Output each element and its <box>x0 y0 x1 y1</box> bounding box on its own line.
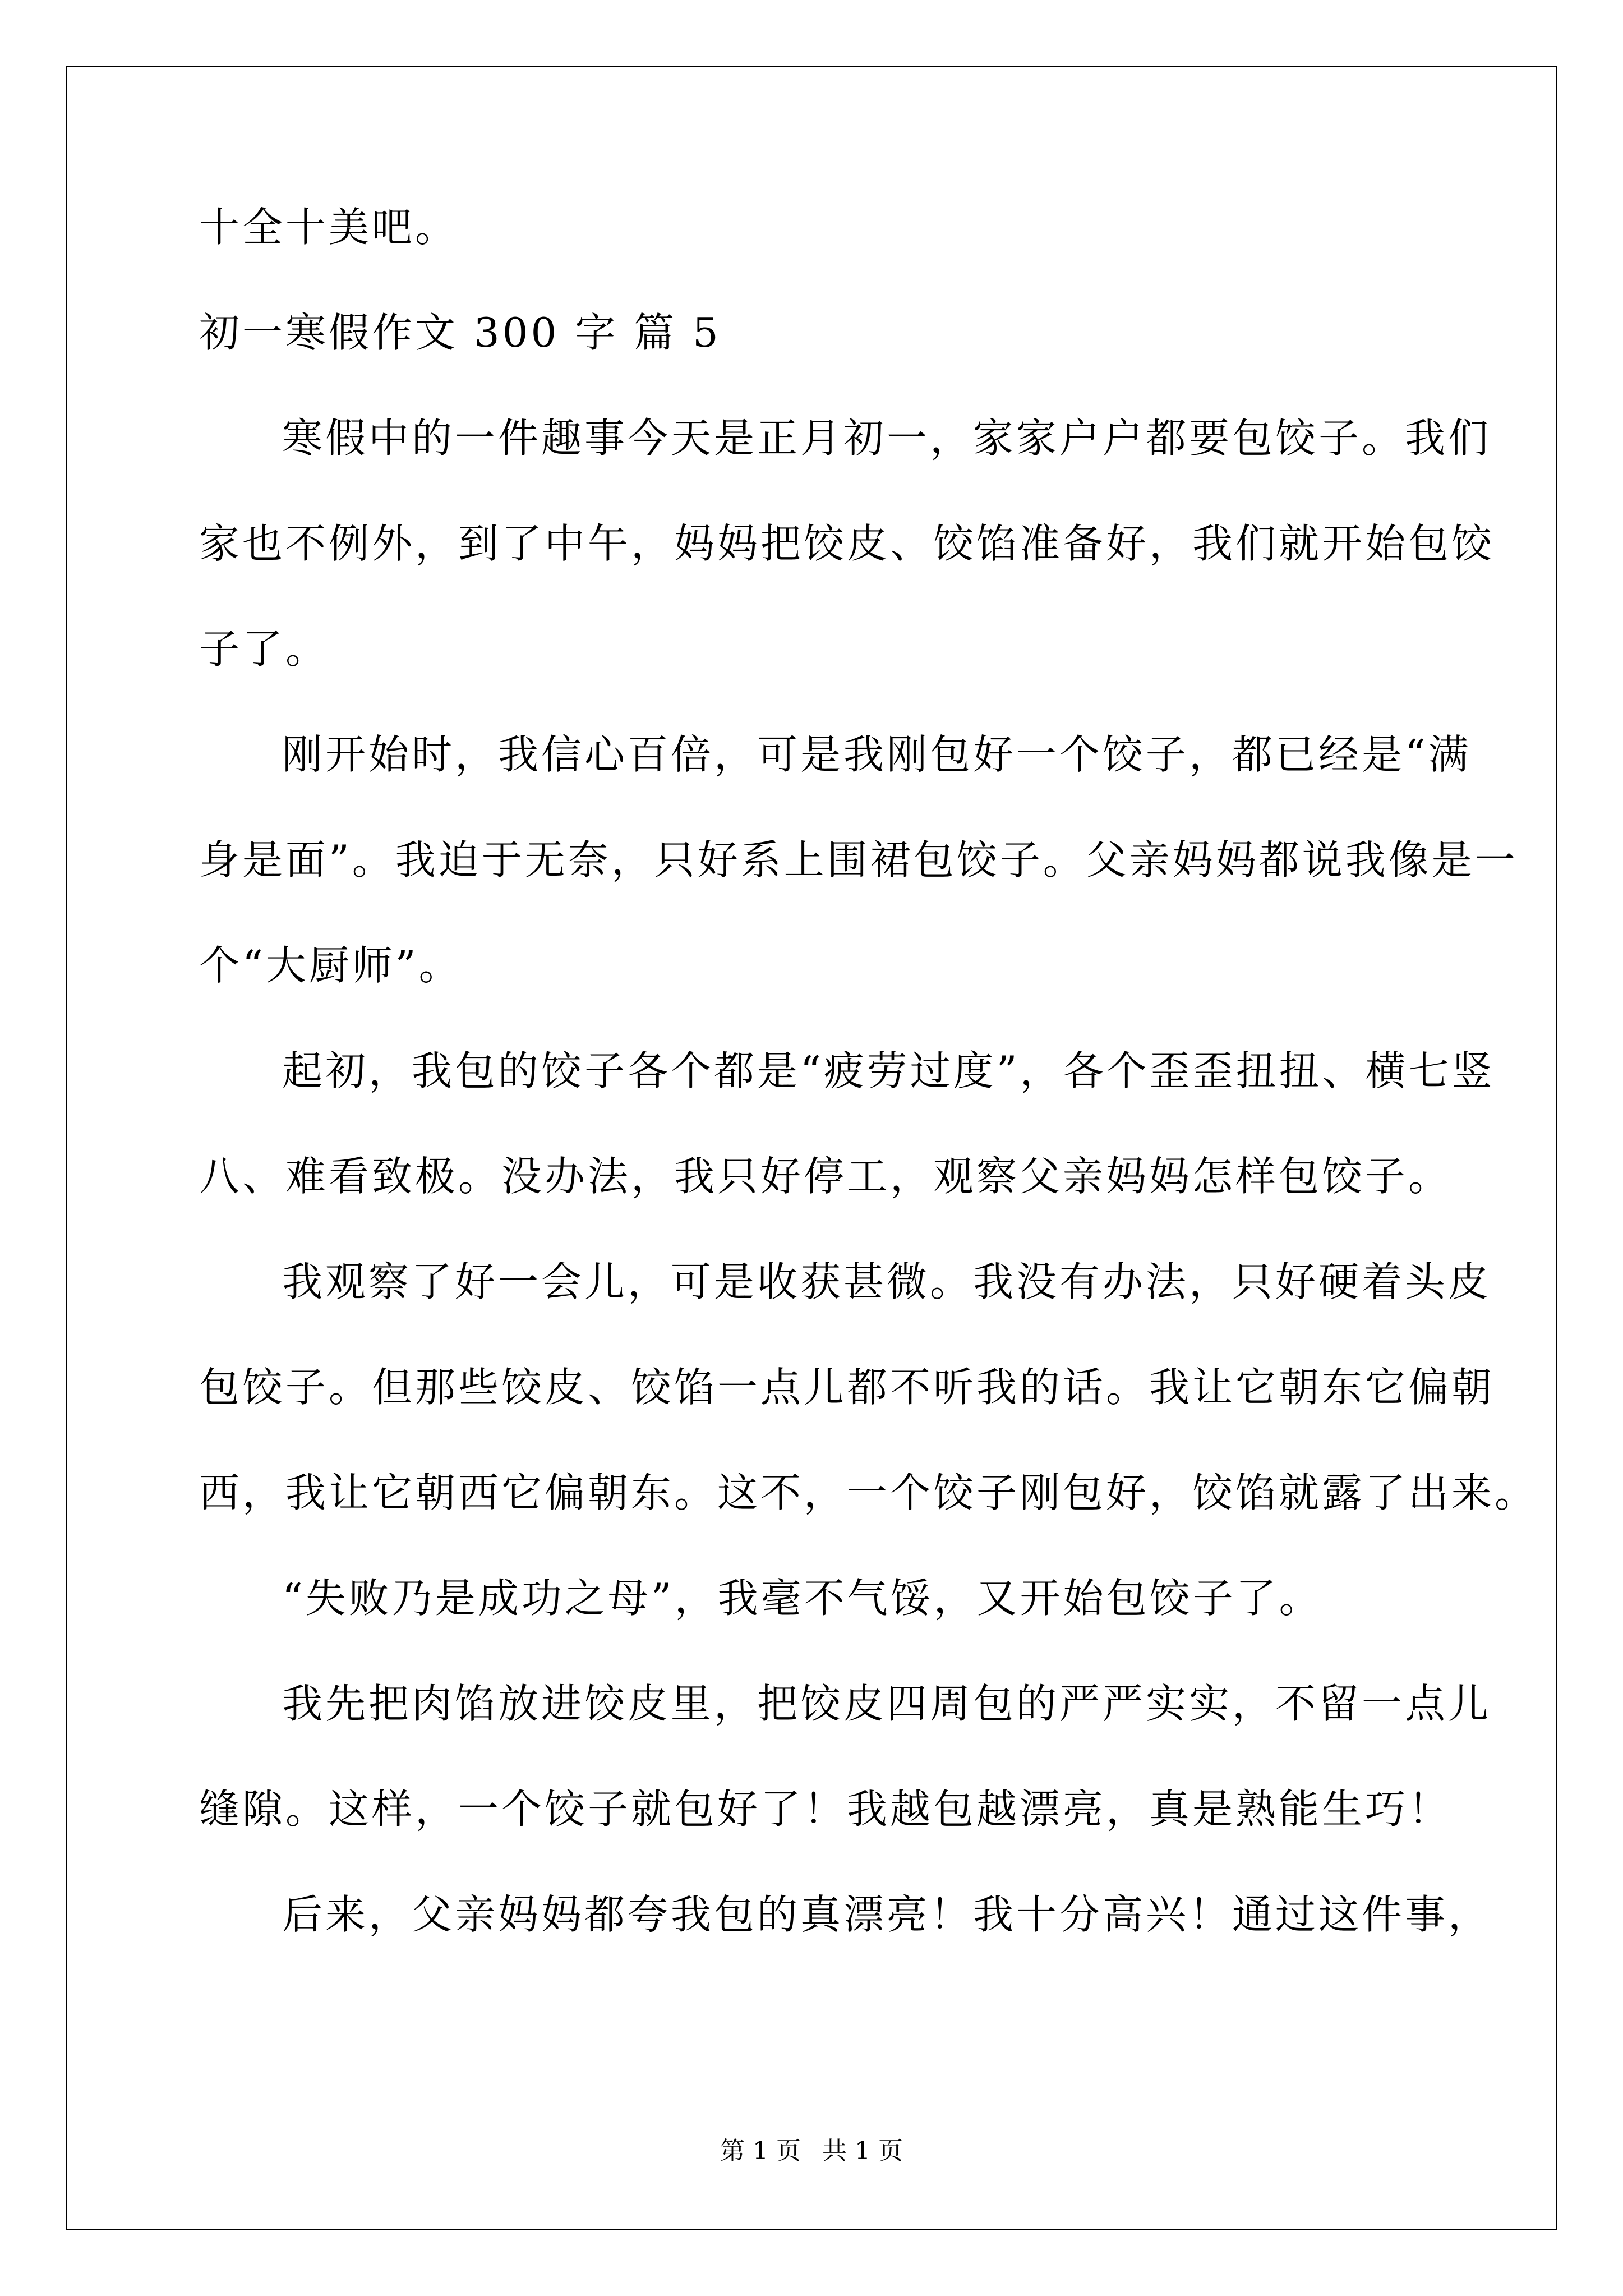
paragraph-line: 包饺子。但那些饺皮、饺馅一点儿都不听我的话。我让它朝东它偏朝 <box>199 1364 1495 1411</box>
paragraph-line: 刚开始时，我信心百倍，可是我刚包好一个饺子，都已经是“满 <box>282 731 1472 778</box>
paragraph-line: 我先把肉馅放进饺皮里，把饺皮四周包的严严实实，不留一点儿 <box>282 1680 1492 1727</box>
paragraph-line: 我观察了好一会儿，可是收获甚微。我没有办法，只好硬着头皮 <box>282 1258 1492 1305</box>
page-footer <box>0 2134 1623 2168</box>
paragraph-line: 个“大厨师”。 <box>199 942 462 989</box>
paragraph-line: 寒假中的一件趣事今天是正月初一，家家户户都要包饺子。我们 <box>282 415 1492 462</box>
paragraph-line: 八、难看致极。没办法，我只好停工，观察父亲妈妈怎样包饺子。 <box>199 1153 1452 1200</box>
paragraph-line: 身是面”。我迫于无奈，只好系上围裙包饺子。父亲妈妈都说我像是一 <box>199 836 1518 884</box>
paragraph-line: 西，我让它朝西它偏朝东。这不，一个饺子刚包好，饺馅就露了出来。 <box>199 1469 1538 1516</box>
page-number: 第 1 页 <box>720 2137 801 2165</box>
paragraph-line: 缝隙。这样，一个饺子就包好了！我越包越漂亮，真是熟能生巧！ <box>199 1786 1452 1833</box>
section-heading: 初一寒假作文 300 字 篇 5 <box>199 309 721 356</box>
total-pages: 共 1 页 <box>822 2137 903 2165</box>
paragraph-line: 后来，父亲妈妈都夸我包的真漂亮！我十分高兴！通过这件事， <box>282 1891 1492 1938</box>
paragraph-line: 家也不例外，到了中午，妈妈把饺皮、饺馅准备好，我们就开始包饺 <box>199 520 1495 567</box>
paragraph-line: “失败乃是成功之母”，我毫不气馁，又开始包饺子了。 <box>282 1575 1322 1622</box>
paragraph-line: 起初，我包的饺子各个都是“疲劳过度”，各个歪歪扭扭、横七竖 <box>282 1047 1495 1094</box>
text-line: 十全十美吧。 <box>199 204 459 251</box>
paragraph-line: 子了。 <box>199 625 329 673</box>
